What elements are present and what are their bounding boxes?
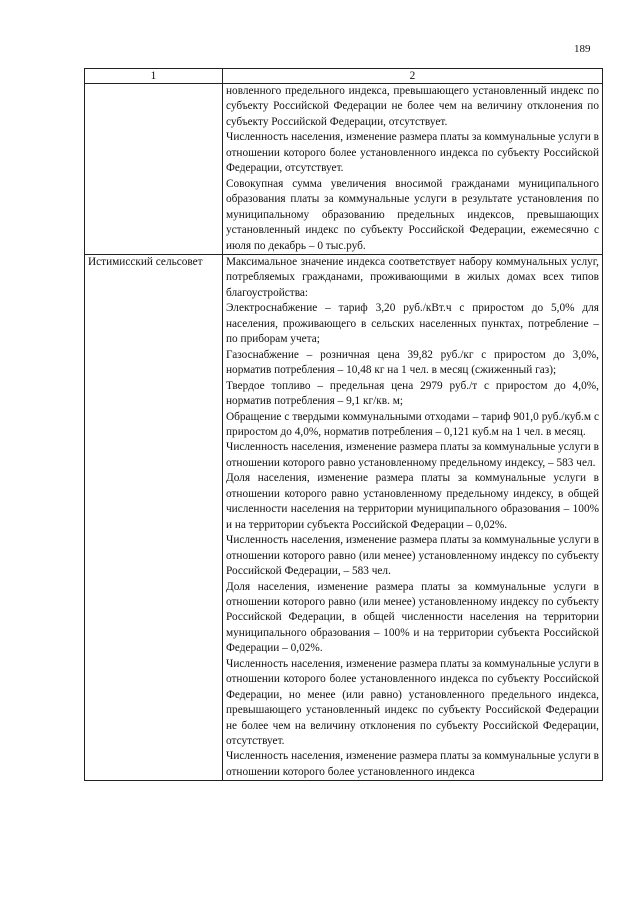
paragraph: Газоснабжение – розничная цена 39,82 руб./кг с приростом до 3,0%, норматив потребления – 10,48 кг на 1 чел. в месяц (сжиженный газ); bbox=[226, 348, 599, 377]
paragraph: Численность населения, изменение размера платы за коммунальные услуги в отношении которого более установленного индекса по субъекту Российской Федерации, но менее (или равно) установленного предельного индекса, превышающего установленный индекс по субъекту Российской Федерации не более чем на величину отклонения по субъекту Российской Федерации, отсутствует. bbox=[226, 657, 599, 748]
table-header-row bbox=[85, 69, 603, 84]
document-table bbox=[84, 68, 603, 781]
municipality-name-cell: Истимисский сельсовет bbox=[85, 254, 223, 780]
paragraph: новленного предельного индекса, превышающего установленный индекс по субъекту Российской Федерации не более чем на величину отклонения по субъекту Российской Федерации, отсутствует. bbox=[226, 85, 599, 128]
column-header-2: 2 bbox=[223, 69, 603, 84]
row2-content-cell bbox=[223, 254, 603, 780]
paragraph: Численность населения, изменение размера платы за коммунальные услуги в отношении которого равно установленному предельному индексу, – 583 чел. bbox=[226, 441, 599, 469]
row1-left-cell bbox=[85, 84, 223, 255]
paragraph: Обращение с твердыми коммунальными отходами – тариф 901,0 руб./куб.м с приростом до 4,0%, норматив потребления – 0,121 куб.м на 1 чел. в месяц. bbox=[226, 410, 599, 438]
paragraph: Численность населения, изменение размера платы за коммунальные услуги в отношении которого более установленного индекса bbox=[226, 750, 599, 778]
row1-content-cell bbox=[223, 84, 603, 255]
page-number: 189 bbox=[574, 43, 591, 55]
paragraph: Максимальное значение индекса соответствует набору коммунальных услуг, потребляемых гражданами, проживающими в жилых домах всех типов благоустройства: bbox=[226, 255, 599, 299]
table-row bbox=[85, 254, 603, 780]
paragraph: Совокупная сумма увеличения вносимой гражданами муниципального образования платы за коммунальные услуги в результате установления по муниципальному образованию предельных индексов, превышающих установленный индекс по субъекту Российской Федерации, ежемесячно с июля по декабрь – 0 тыс.руб. bbox=[226, 177, 599, 252]
paragraph: Численность населения, изменение размера платы за коммунальные услуги в отношении которого более установленного индекса по субъекту Российской Федерации, отсутствует. bbox=[226, 131, 599, 175]
column-header-1: 1 bbox=[85, 69, 223, 84]
paragraph: Численность населения, изменение размера платы за коммунальные услуги в отношении которого равно (или менее) установленному индексу по субъекту Российской Федерации, – 583 чел. bbox=[226, 534, 599, 578]
paragraph: Доля населения, изменение размера платы за коммунальные услуги в отношении которого равно установленному предельному индексу, в общей численности населения на территории муниципального образования – 100% и на территории субъекта Российской Федерации – 0,02%. bbox=[226, 472, 599, 531]
paragraph: Электроснабжение – тариф 3,20 руб./кВт.ч с приростом до 5,0% для населения, проживающего в сельских населенных пунктах, потребление – по приборам учета; bbox=[226, 302, 599, 346]
paragraph: Доля населения, изменение размера платы за коммунальные услуги в отношении которого равно (или менее) установленному индексу по субъекту Российской Федерации, в общей численности населения на территории муниципального образования – 100% и на территории субъекта Российской Федерации – 0,02%. bbox=[226, 580, 599, 655]
paragraph: Твердое топливо – предельная цена 2979 руб./т с приростом до 4,0%, норматив потребления – 9,1 кг/кв. м; bbox=[226, 379, 599, 408]
table-row bbox=[85, 84, 603, 255]
